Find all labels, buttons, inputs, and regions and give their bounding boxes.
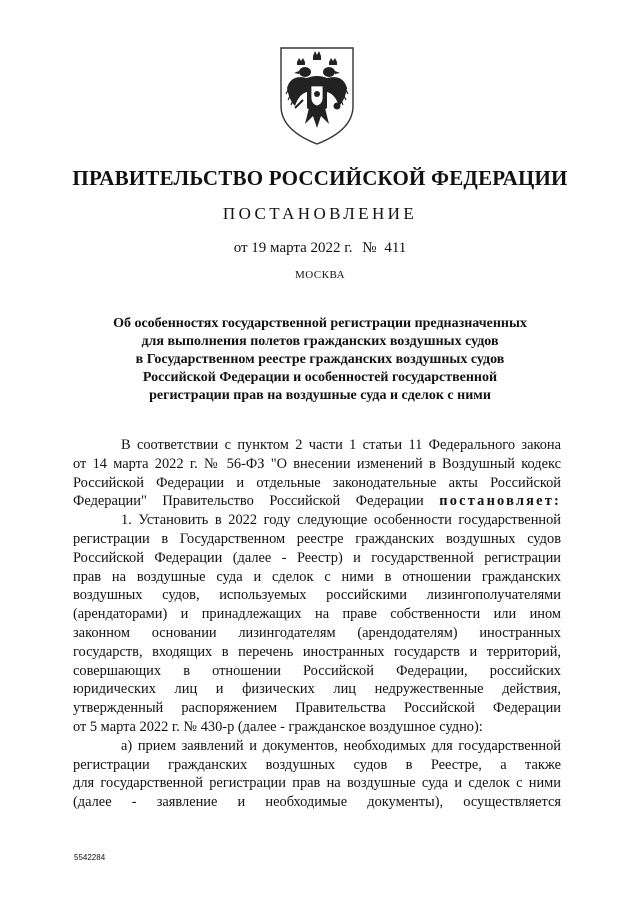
- item1-line: законном основании лизингодателям (арендодателям) иностранных: [73, 624, 561, 641]
- document-type: ПОСТАНОВЛЕНИЕ: [222, 204, 418, 223]
- document-body: [73, 436, 561, 812]
- item1a-line: (далее - заявление и необходимые документы), осуществляется: [73, 794, 561, 811]
- item1-line: регистрации в Государственном реестре гражданских воздушных судов: [73, 530, 561, 547]
- document-code: 5542284: [74, 853, 106, 862]
- item1-line: (арендаторами) и принадлежащих на праве собственности или ином: [73, 606, 561, 623]
- item1-line: прав на воздушные суда и сделок с ними в отношении гражданских: [73, 568, 561, 585]
- document-number: 411: [384, 240, 407, 256]
- item1a-line: а) прием заявлений и документов, необходимых для государственной: [121, 737, 561, 754]
- item1-line: воздушных судов, используемых российскими лизингополучателями: [73, 587, 561, 604]
- preamble-line: Федерации" Правительство Российской Федерации: [73, 493, 424, 510]
- item1-line: Российской Федерации (далее - Реестр) и государственной регистрации: [73, 549, 561, 566]
- preamble-line: Российской Федерации и отдельные законодательные акты Российской: [73, 474, 561, 491]
- subject-line: регистрации прав на воздушные суда и сделок с ними: [149, 388, 491, 403]
- subject-line: Об особенностях государственной регистрации предназначенных: [113, 316, 527, 331]
- item1-line: совершающих в отношении Российской Федерации, российских: [73, 662, 561, 679]
- preamble-line: В соответствии с пунктом 2 части 1 статьи 11 Федерального закона: [121, 437, 561, 453]
- subject-line: для выполнения полетов гражданских воздушных судов: [141, 334, 499, 349]
- item1-line: от 5 марта 2022 г. № 430-р (далее - гражданское воздушное судно):: [73, 718, 483, 735]
- decree-word: постановляет:: [439, 493, 561, 510]
- date-number-line: [0, 240, 640, 257]
- document-subject: [60, 315, 580, 405]
- item1a-line: для государственной регистрации прав на воздушные суда и сделок с ними: [73, 775, 561, 792]
- coat-of-arms-emblem: [275, 44, 359, 148]
- item1-line: 1. Установить в 2022 году следующие особенности государственной: [121, 512, 561, 529]
- item1a-line: регистрации гражданских воздушных судов в Реестре, а также: [73, 756, 561, 773]
- government-title: ПРАВИТЕЛЬСТВО РОССИЙСКОЙ ФЕДЕРАЦИИ: [72, 166, 568, 190]
- item1-line: государств, входящих в перечень иностранных государств и территорий,: [73, 643, 561, 660]
- item1-line: утвержденный распоряжением Правительства Российской Федерации: [73, 700, 561, 717]
- preamble-line: от 14 марта 2022 г. № 56-ФЗ "О внесении изменений в Воздушный кодекс: [73, 455, 561, 472]
- document-date: от 19 марта 2022 г.: [233, 240, 353, 256]
- subject-line: Российской Федерации и особенностей государственной: [142, 370, 498, 385]
- item1-line: юридических лиц и физических лиц недружественные действия,: [73, 681, 561, 698]
- city-name: МОСКВА: [294, 269, 346, 281]
- subject-line: в Государственном реестре гражданских воздушных судов: [135, 352, 505, 367]
- number-label: №: [362, 240, 377, 256]
- preamble-last-line: [73, 492, 561, 511]
